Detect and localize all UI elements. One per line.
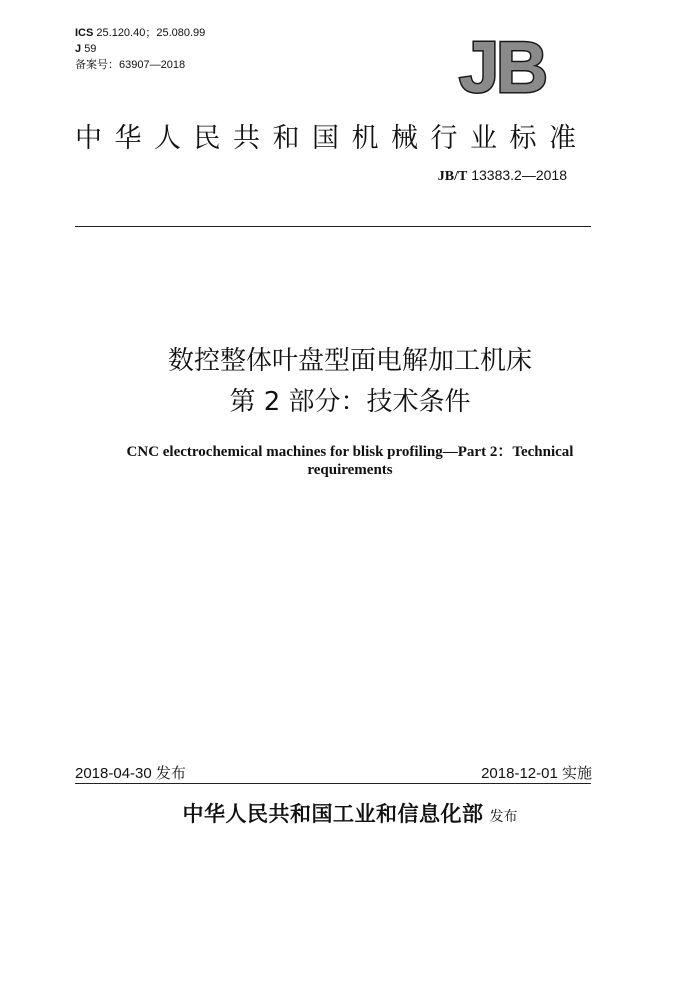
issue-date: 2018-04-30 发布 bbox=[75, 765, 186, 782]
ccs-value: 59 bbox=[84, 43, 97, 55]
title-english-line2: requirements bbox=[307, 462, 393, 478]
standard-code-number: 13383.2—2018 bbox=[471, 167, 567, 183]
title-chinese-line1: 数控整体叶盘型面电解加工机床 bbox=[167, 346, 532, 376]
title-chinese-line2: 第 2 部分：技术条件 bbox=[229, 387, 471, 417]
implementation-date: 2018-12-01 实施 bbox=[481, 765, 592, 782]
top-divider bbox=[75, 226, 591, 227]
issuer-suffix: 发布 bbox=[489, 809, 518, 825]
ics-label: ICS bbox=[75, 27, 94, 39]
jb-logo bbox=[445, 34, 560, 98]
record-number: 备案号：63907—2018 bbox=[75, 59, 186, 71]
standard-code-prefix: JB/T bbox=[437, 169, 468, 184]
standard-code bbox=[438, 167, 567, 185]
issuer-name: 中华人民共和国工业和信息化部 bbox=[182, 802, 484, 826]
ccs-label: J bbox=[75, 43, 82, 55]
standard-category: 中华人民共和国机械行业标准 bbox=[75, 123, 589, 154]
issuer bbox=[0, 798, 700, 828]
ics-value: 25.120.40；25.080.99 bbox=[96, 27, 206, 39]
jb-logo-text: JB bbox=[458, 34, 546, 98]
bottom-divider bbox=[75, 783, 591, 784]
ics-code bbox=[75, 26, 205, 41]
ccs-code bbox=[75, 42, 96, 57]
title-english-line1: CNC electrochemical machines for blisk profiling—Part 2：Technical bbox=[126, 444, 574, 460]
